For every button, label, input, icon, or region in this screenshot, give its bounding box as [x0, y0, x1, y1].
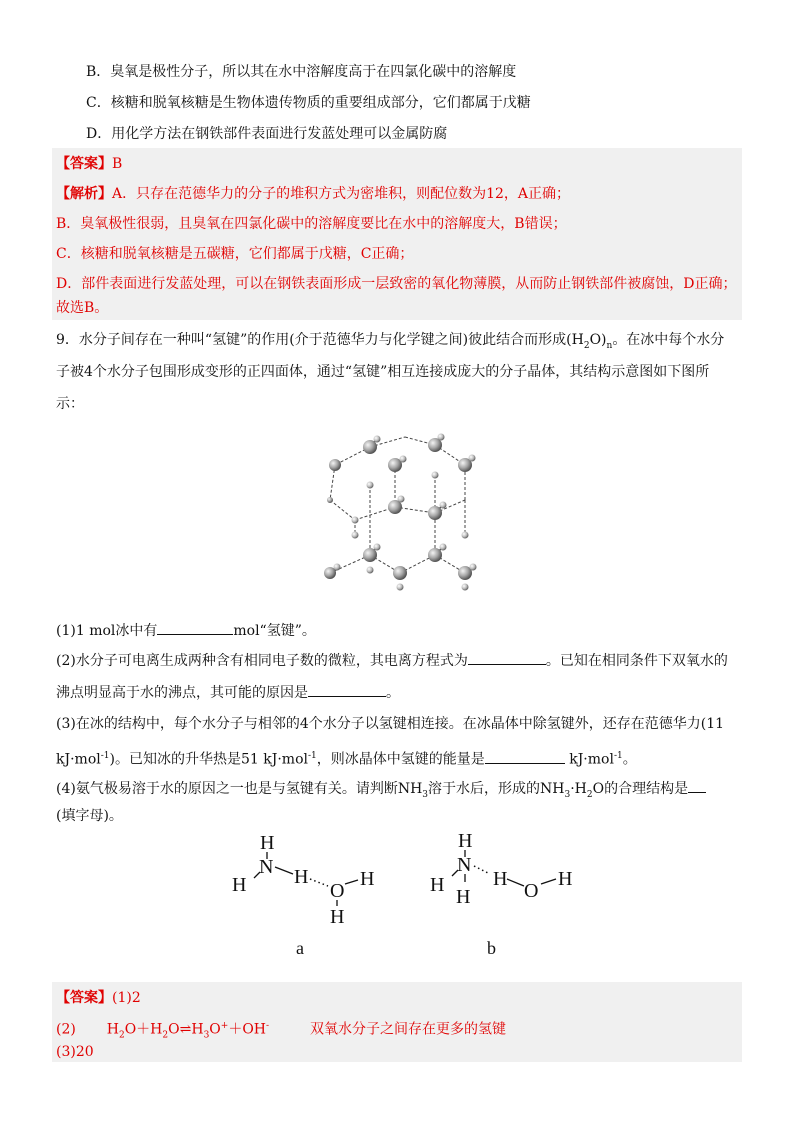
struct-a-h-top: H: [260, 832, 275, 854]
answer1-line: [56, 154, 122, 174]
q9-part3-f: 。: [622, 751, 637, 768]
struct-b-caption: b: [487, 938, 496, 958]
option-d: D．用化学方法在钢铁部件表面进行发蓝处理可以金属防腐: [86, 126, 448, 142]
q9-part3-b-sup: -1: [100, 751, 110, 761]
q9-part2-d: 。: [386, 685, 400, 701]
answer2-tag: 【答案】: [56, 990, 112, 1006]
struct-a-caption: a: [296, 938, 304, 958]
q9-part4-a: (4)氨气极易溶于水的原因之一也是与氢键有关。请判断NH: [56, 781, 423, 797]
analysis-a: A．只存在范德华力的分子的堆积方式为密堆积，则配位数为12，A正确；: [112, 186, 571, 202]
analysis-tag: 【解析】: [56, 186, 112, 202]
eq-sub-1: 2: [118, 1030, 125, 1041]
q9-part1-a: (1)1 mol冰中有: [56, 623, 158, 639]
blank-2: [468, 650, 546, 665]
answer2-line1: [56, 988, 141, 1008]
q9-part3-b: kJ·mol: [56, 751, 101, 768]
answer-value: B: [112, 156, 123, 172]
option-b: B．臭氧是极性分子，所以其在水中溶解度高于在四氯化碳中的溶解度: [86, 64, 517, 80]
analysis-conclusion: 故选B。: [56, 300, 109, 316]
q9-part1-b: mol“氢键”。: [233, 623, 316, 639]
ice-structure-figure: [315, 425, 485, 600]
equilibrium-arrow-icon: ⇌: [179, 1021, 192, 1038]
struct-b-h-left: H: [430, 874, 445, 896]
q9-stem-1c: 。在冰中每个水分: [612, 332, 725, 348]
answer-tag: 【答案】: [56, 156, 112, 172]
eq-oh: ＋OH: [228, 1021, 267, 1038]
q9-part2-c: 沸点明显高于水的沸点，其可能的原因是: [56, 685, 308, 701]
eq-o: O: [168, 1021, 180, 1038]
eq-sub-3: 3: [203, 1030, 210, 1041]
q9-part2-line2: [56, 682, 400, 703]
answer2-part2-num: (2): [56, 1021, 76, 1038]
struct-b-h-bottom: H: [456, 886, 471, 908]
answer2-part3: (3)20: [56, 1044, 94, 1060]
q9-part3-c: )。已知冰的升华热是51 kJ·mol: [109, 751, 308, 768]
struct-a-h-left: H: [232, 874, 247, 896]
struct-b-o: O: [524, 880, 539, 902]
q9-part2-a: (2)水分子可电离生成两种含有相同电子数的微粒，其电离方程式为: [56, 653, 468, 669]
blank-5: [688, 778, 706, 793]
struct-b-n: N: [457, 854, 472, 876]
q9-sub-n: n: [606, 340, 613, 351]
q9-part4-c: ·H: [570, 781, 587, 797]
struct-b-h-right: H: [558, 868, 573, 890]
option-c: C．核糖和脱氧核糖是生物体遗传物质的重要组成部分，它们都属于戊糖: [86, 95, 531, 111]
eq-h1: H: [106, 1021, 119, 1038]
q9-stem-1b: O): [589, 332, 607, 348]
q9-part4-line1: [56, 778, 706, 805]
analysis-b: B．臭氧极性很弱，且臭氧在四氯化碳中的溶解度要比在水中的溶解度大，B错误；: [56, 216, 567, 232]
struct-a-n: N: [259, 856, 274, 878]
q9-part4-sub1: 3: [422, 789, 429, 800]
eq-h3: H: [191, 1021, 204, 1038]
blank-4: [485, 749, 565, 764]
blank-3: [308, 682, 386, 697]
q9-part4-sub3: 2: [586, 789, 593, 800]
struct-a-o: O: [330, 880, 345, 902]
q9-part4-sub2: 3: [564, 789, 571, 800]
q9-stem-line1: [56, 330, 724, 356]
analysis-d: D．部件表面进行发蓝处理，可以在钢铁表面形成一层致密的氧化物薄膜，从而防止钢铁部件被腐蚀，D正确；: [56, 276, 737, 292]
analysis-a-line: [56, 184, 570, 204]
q9-part3-line2: [56, 746, 637, 770]
struct-b-h-top: H: [458, 830, 473, 852]
q9-part1: [56, 620, 316, 641]
struct-b-bonds: [428, 828, 588, 918]
eq-sup-plus: +: [220, 1021, 229, 1031]
struct-b-h-water: H: [493, 868, 508, 890]
struct-a-h-bridge: H: [294, 866, 309, 888]
answer-box-1: [52, 148, 742, 320]
q9-part2-line1: [56, 650, 728, 671]
blank-1: [157, 620, 233, 635]
eq-o2: O: [209, 1021, 221, 1038]
q9-part3-c-sup: -1: [307, 751, 317, 761]
q9-part3-e-sup: -1: [613, 751, 623, 761]
q9-part4-b: 溶于水后，形成的NH: [428, 781, 565, 797]
q9-stem-1: 9．水分子间存在一种叫“氢键”的作用(介于范德华力与化学键之间)彼此结合而形成(H: [56, 332, 584, 348]
q9-part2-b: 。已知在相同条件下双氧水的: [545, 653, 728, 669]
q9-sub-2: 2: [583, 340, 590, 351]
eq-sub-2: 2: [162, 1030, 169, 1041]
q9-part4-d: O的合理结构是: [592, 781, 689, 797]
answer2-part2-reason: 双氧水分子之间存在更多的氢键: [309, 1021, 506, 1038]
q9-part3-d: ，则冰晶体中氢键的能量是: [316, 751, 485, 768]
q9-part3-e: kJ·mol: [564, 751, 614, 768]
q9-part4-line2: (填字母)。: [56, 808, 123, 824]
struct-a-h-bottom: H: [330, 906, 345, 928]
q9-stem-3: 示：: [56, 396, 84, 412]
struct-a-h-right: H: [360, 868, 375, 890]
q9-stem-2: 子被4个水分子包围形成变形的正四面体，通过“氢键”相互连接成庞大的分子晶体，其结构示意图如下图所: [56, 364, 710, 380]
q9-part3-line1: (3)在冰的结构中，每个水分子与相邻的4个水分子以氢键相连接。在冰晶体中除氢键外，还存在范德华力(11: [56, 716, 725, 732]
struct-a-bonds: [230, 830, 380, 930]
analysis-c: C．核糖和脱氧核糖是五碳糖，它们都属于戊糖，C正确；: [56, 246, 414, 262]
eq-plus-h: O＋H: [124, 1021, 163, 1038]
answer2-part1: (1)2: [112, 990, 141, 1006]
eq-sup-minus: -: [266, 1021, 270, 1031]
answer2-line2: [56, 1016, 506, 1045]
